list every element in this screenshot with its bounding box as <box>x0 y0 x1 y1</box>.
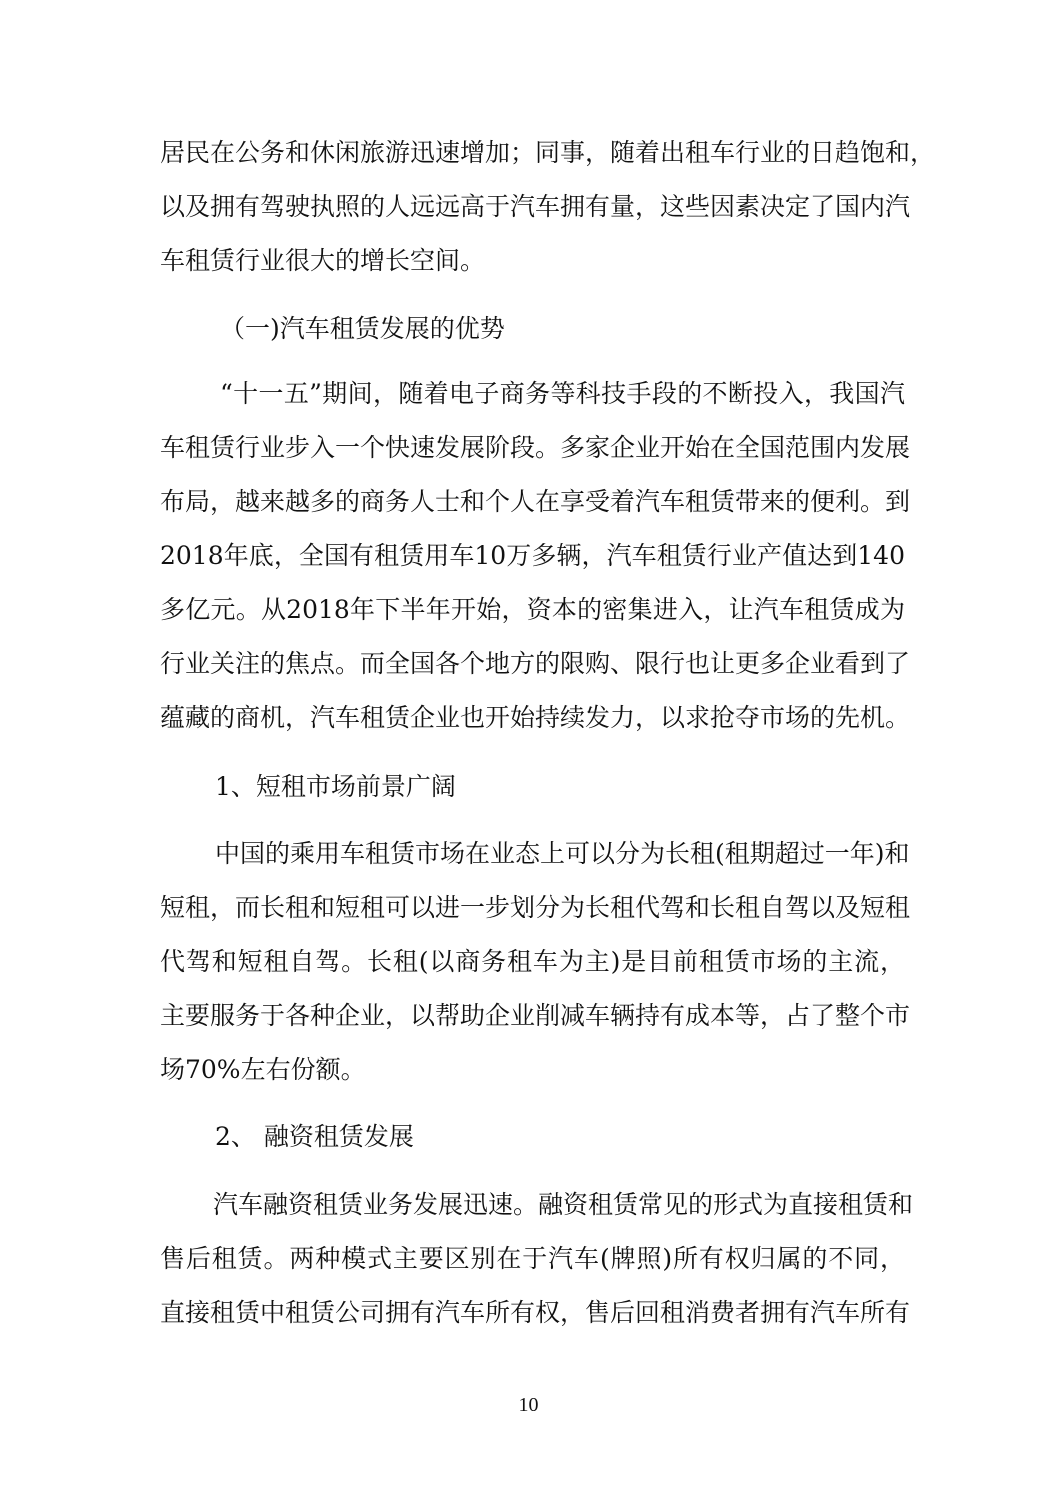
text-line: 以及拥有驾驶执照的人远远高于汽车拥有量，这些因素决定了国内汽 <box>160 192 911 221</box>
text-line: 行业关注的焦点。而全国各个地方的限购、限行也让更多企业看到了 <box>160 649 911 678</box>
text-line: 短租，而长租和短租可以进一步划分为长租代驾和长租自驾以及短租 <box>160 893 911 922</box>
text-line: 售后租赁。两种模式主要区别在于汽车(牌照)所有权归属的不同， <box>160 1244 905 1273</box>
text-line: 居民在公务和休闲旅游迅速增加；同事，随着出租车行业的日趋饱和， <box>160 138 936 167</box>
text-line: 蕴藏的商机，汽车租赁企业也开始持续发力，以求抢夺市场的先机。 <box>160 703 911 732</box>
text-line: 中国的乘用车租赁市场在业态上可以分为长租(租期超过一年)和 <box>215 839 910 868</box>
text-line: 车租赁行业很大的增长空间。 <box>160 246 486 275</box>
text-line: 车租赁行业步入一个快速发展阶段。多家企业开始在全国范围内发展 <box>160 433 911 462</box>
section-heading-advantages: （一)汽车租赁发展的优势 <box>220 314 505 343</box>
text-line: 多亿元。从2018年下半年开始，资本的密集进入，让汽车租赁成为 <box>160 595 905 624</box>
text-line: “十一五”期间，随着电子商务等科技手段的不断投入，我国汽 <box>220 379 905 408</box>
text-line: 主要服务于各种企业，以帮助企业削减车辆持有成本等，占了整个市 <box>160 1001 911 1030</box>
text-line: 场70%左右份额。 <box>160 1055 366 1084</box>
text-line: 汽车融资租赁业务发展迅速。融资租赁常见的形式为直接租赁和 <box>213 1190 914 1219</box>
text-line: 直接租赁中租赁公司拥有汽车所有权，售后回租消费者拥有汽车所有 <box>160 1298 911 1327</box>
text-line: 2018年底，全国有租赁用车10万多辆，汽车租赁行业产值达到140 <box>160 541 905 570</box>
text-line: 代驾和短租自驾。长租(以商务租车为主)是目前租赁市场的主流， <box>160 947 905 976</box>
section-heading-finance-lease: 2、 融资租赁发展 <box>215 1122 414 1151</box>
text-line: 布局，越来越多的商务人士和个人在享受着汽车租赁带来的便利。到 <box>160 487 911 516</box>
section-heading-short-term: 1、短租市场前景广阔 <box>215 772 456 801</box>
page-number: 10 <box>518 1394 539 1416</box>
